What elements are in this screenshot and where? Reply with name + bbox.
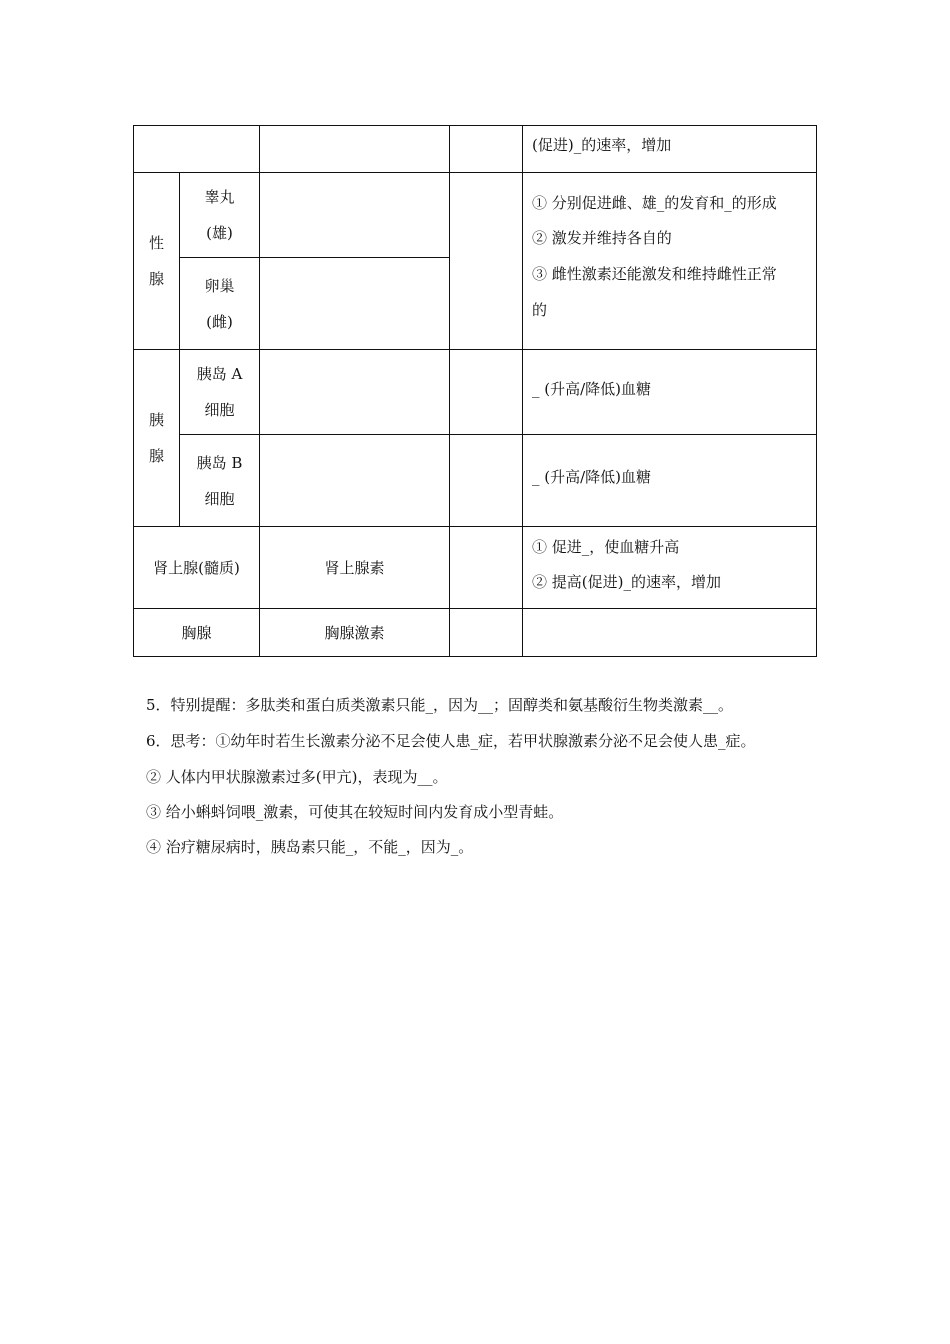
pancreas-label-char: 腺 bbox=[148, 447, 164, 465]
note-6-2: ② 人体内甲状腺激素过多(甲亢)，表现为__。 bbox=[146, 768, 448, 786]
pancreas-label-char: 胰 bbox=[148, 411, 164, 429]
beta-cell-effect: _ (升高/降低)血糖 bbox=[532, 468, 652, 486]
adrenal-effect-2: ② 提高(促进)_的速率，增加 bbox=[532, 573, 721, 591]
adrenal-hormone-cell: 肾上腺素 bbox=[324, 559, 385, 577]
alpha-cell-name: 胰岛 A bbox=[196, 365, 243, 383]
thymus-gland-cell: 胸腺 bbox=[181, 624, 212, 642]
table-border-top bbox=[133, 125, 817, 126]
ovary-label: 卵巢 bbox=[204, 276, 235, 295]
table-border-bottom bbox=[133, 656, 817, 657]
beta-cell-name: 胰岛 B bbox=[196, 453, 243, 472]
column-divider bbox=[449, 125, 450, 657]
column-divider bbox=[522, 125, 523, 657]
gonad-label-char: 腺 bbox=[148, 270, 164, 288]
gonad-group-label bbox=[134, 173, 179, 349]
testis-cell bbox=[180, 173, 259, 257]
gonad-effect-2: ② 激发并维持各自的 bbox=[532, 229, 672, 247]
gonad-effect-3-cont: 的 bbox=[532, 301, 548, 319]
beta-cell-suffix: 细胞 bbox=[204, 489, 235, 508]
testis-sex: (雄) bbox=[206, 224, 233, 242]
adrenal-effect-1: ① 促进_，使血糖升高 bbox=[532, 538, 680, 556]
note-5: 5．特别提醒：多肽类和蛋白质类激素只能_，因为__；固醇类和氨基酸衍生物类激素__。 bbox=[146, 696, 734, 714]
row-top-effect: (促进)_的速率，增加 bbox=[532, 136, 672, 154]
adrenal-gland-cell: 肾上腺(髓质) bbox=[153, 559, 240, 577]
table-border-right bbox=[816, 125, 817, 657]
pancreas-group-label bbox=[134, 350, 179, 526]
ovary-cell bbox=[180, 258, 259, 349]
gonad-effect-3: ③ 雌性激素还能激发和维持雌性正常 bbox=[532, 265, 777, 283]
gonad-effect-1: ① 分别促进雌、雄_的发育和_的形成 bbox=[532, 194, 777, 212]
beta-cell-label bbox=[180, 435, 259, 526]
testis-label: 睾丸 bbox=[204, 188, 235, 206]
row-divider bbox=[179, 434, 817, 435]
alpha-cell-effect: _ (升高/降低)血糖 bbox=[532, 380, 652, 398]
note-6-4: ④ 治疗糖尿病时，胰岛素只能_，不能_，因为_。 bbox=[146, 838, 474, 856]
ovary-sex: (雌) bbox=[206, 312, 233, 331]
alpha-cell-suffix: 细胞 bbox=[204, 401, 235, 419]
thymus-hormone-cell: 胸腺激素 bbox=[324, 624, 385, 642]
note-6: 6．思考：①幼年时若生长激素分泌不足会使人患_症，若甲状腺激素分泌不足会使人患_症。 bbox=[146, 732, 756, 750]
note-6-3: ③ 给小蝌蚪饲喂_激素，可使其在较短时间内发育成小型青蛙。 bbox=[146, 803, 564, 821]
gonad-label-char: 性 bbox=[148, 234, 164, 252]
alpha-cell-label bbox=[180, 350, 259, 434]
